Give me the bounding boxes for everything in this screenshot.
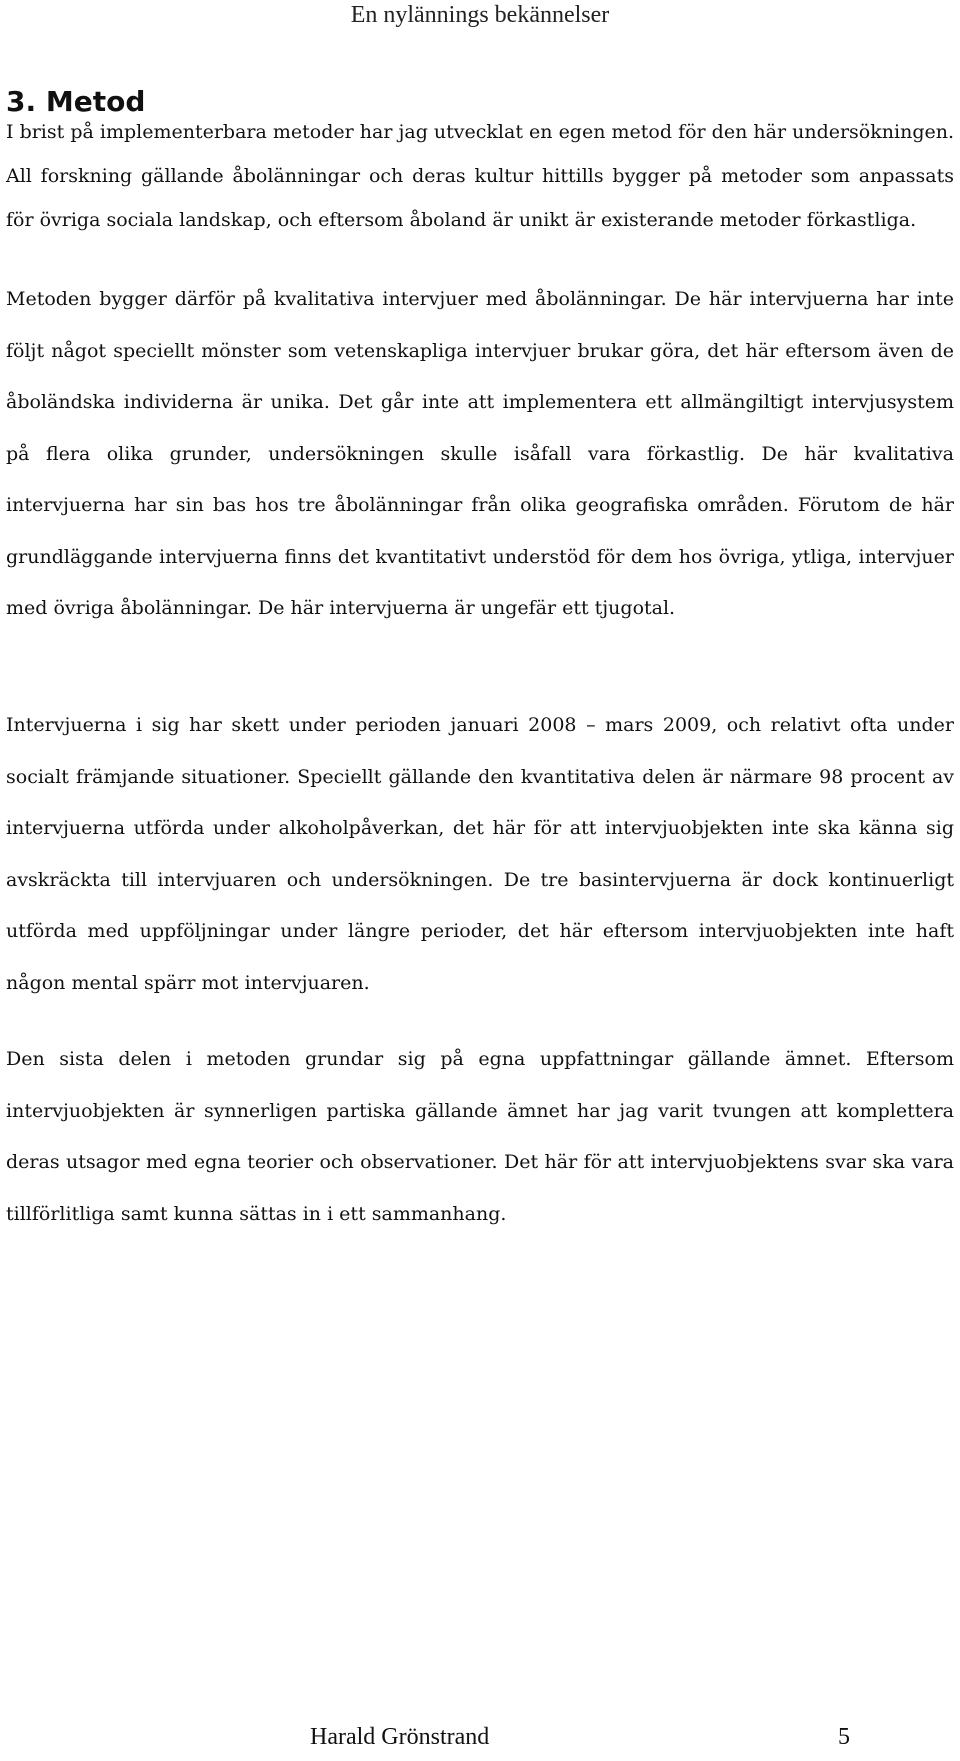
paragraph-own-observations: Den sista delen i metoden grundar sig på egna uppfattningar gällande ämnet. Eftersom intervjuobjekten är synnerligen partiska gällande ämnet har jag varit tvungen att komplettera deras utsagor med egna teorier och observationer. Det här för att intervjuobjektens svar ska vara tillförlitliga samt kunna sättas in i ett sammanhang. xyxy=(6,1048,954,1225)
page-number: 5 xyxy=(838,1724,850,1750)
running-header: En nylännings bekännelser xyxy=(350,2,610,28)
footer-author: Harald Grönstrand xyxy=(310,1724,490,1750)
paragraph-method-interviews: Metoden bygger därför på kvalitativa intervjuer med åbolänningar. De här intervjuerna har inte följt något speciellt mönster som vetenskapliga intervjuer brukar göra, det här eftersom även de åboländska individerna är unika. Det går inte att implementera ett allmängiltigt intervjusystem på flera olika grunder, undersökningen skulle isåfall vara förkastlig. De här kvalitativa intervjuerna har sin bas hos tre åbolänningar från olika geografiska områden. Förutom de här grundläggande intervjuerna finns det kvantitativt understöd för dem hos övriga, ytliga, intervjuer med övriga åbolänningar. De här intervjuerna är ungefär ett tjugotal. xyxy=(6,288,954,619)
paragraph-interview-period: Intervjuerna i sig har skett under perioden januari 2008 – mars 2009, och relativt ofta under socialt främjande situationer. Speciellt gällande den kvantitativa delen är närmare 98 procent av intervjuerna utförda under alkoholpåverkan, det här för att intervjuobjekten inte ska känna sig avskräckta till intervjuaren och undersökningen. De tre basintervjuerna är dock kontinuerligt utförda med uppföljningar under längre perioder, det här eftersom intervjuobjekten inte haft någon mental spärr mot intervjuaren. xyxy=(6,714,954,994)
section-title: 3. Metod xyxy=(6,85,146,118)
paragraph-intro: I brist på implementerbara metoder har jag utvecklat en egen metod för den här undersökningen. All forskning gällande åbolänningar och deras kultur hittills bygger på metoder som anpassats för övriga sociala landskap, och eftersom åboland är unikt är existerande metoder förkastliga. xyxy=(6,121,954,231)
